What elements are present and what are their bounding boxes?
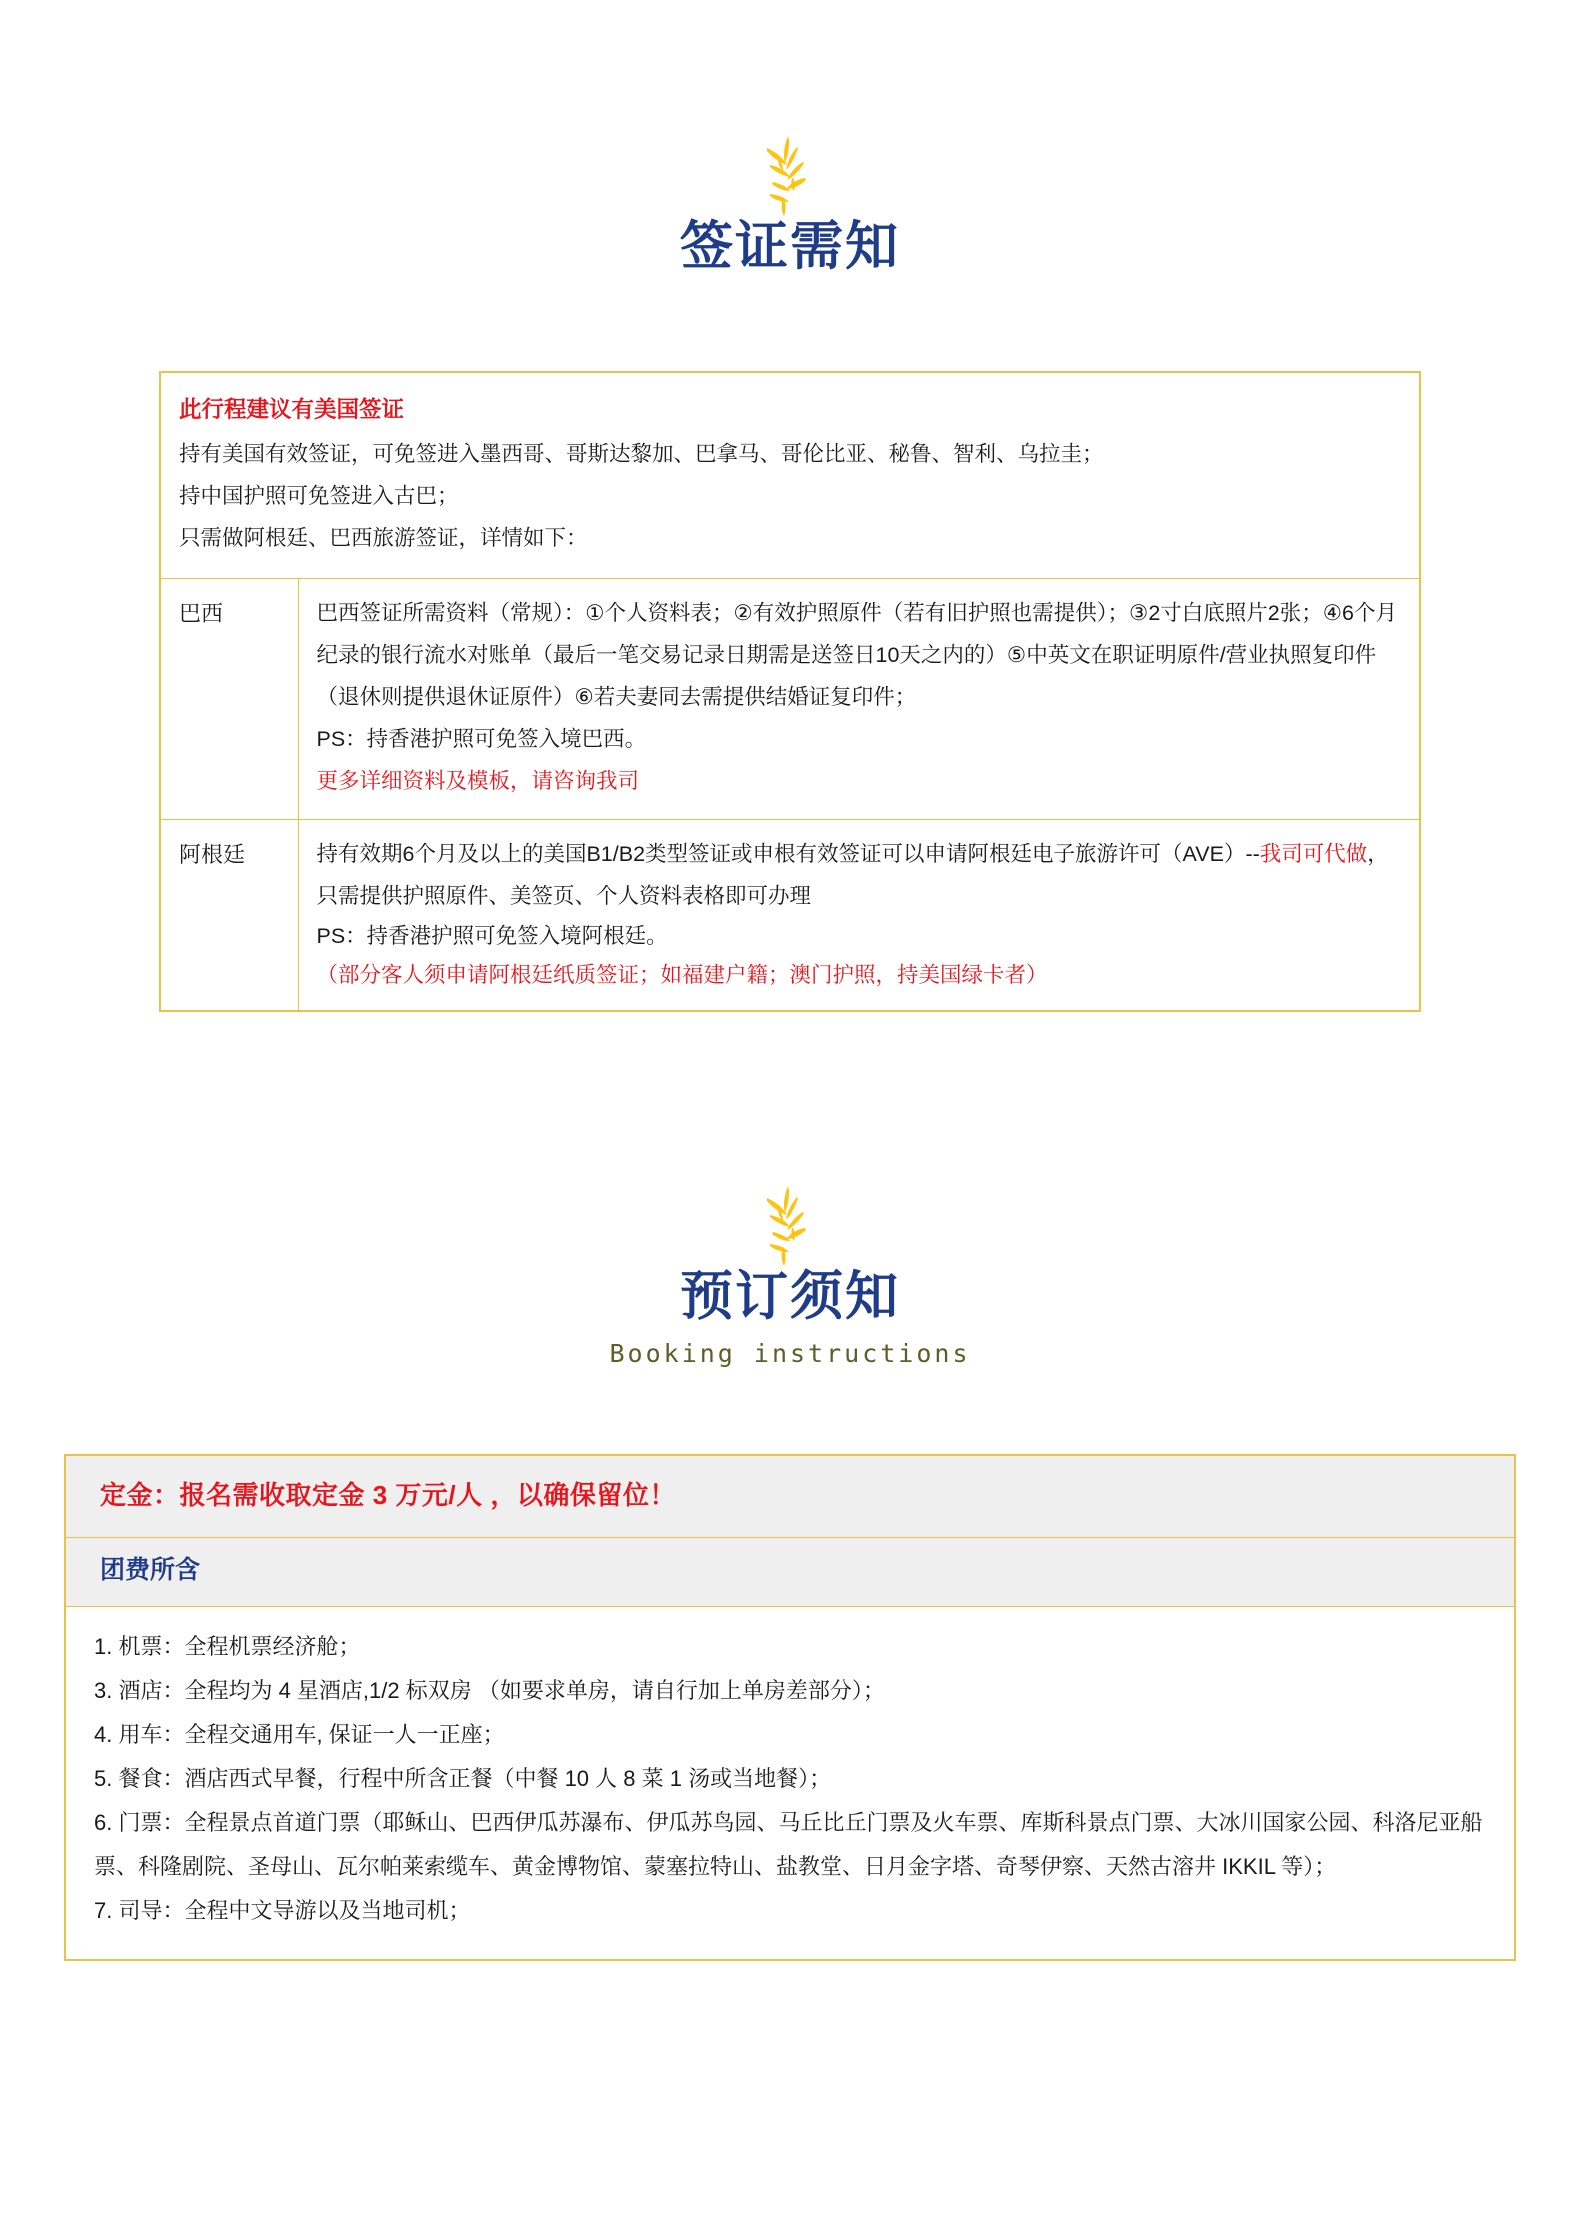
- deposit-row: [65, 1455, 1515, 1538]
- visa-intro-heading: 此行程建议有美国签证: [179, 397, 405, 423]
- list-item: 5. 餐食：酒店西式早餐，行程中所含正餐（中餐 10 人 8 菜 1 汤或当地餐）；: [94, 1765, 832, 1791]
- list-item: 7. 司导：全程中文导游以及当地司机；: [94, 1897, 471, 1923]
- visa-requirements-table: [159, 371, 1421, 1012]
- country-label: 阿根廷: [179, 841, 246, 867]
- wheat-sprig-icon: [0, 1182, 1580, 1268]
- included-items-cell: [65, 1606, 1515, 1960]
- argentina-red-note: （部分客人须申请阿根廷纸质签证；如福建户籍；澳门护照，持美国绿卡者）: [316, 962, 1048, 987]
- country-label: 巴西: [179, 601, 224, 626]
- visa-header-gap: [0, 275, 1580, 371]
- list-item: 4. 用车：全程交通用车, 保证一人一正座；: [94, 1721, 505, 1747]
- booking-section-subtitle: Booking instructions: [609, 1339, 971, 1369]
- argentina-ave-highlight: 我司可代做: [1259, 841, 1368, 866]
- visa-intro-cell: [160, 372, 1420, 578]
- booking-header-gap: [0, 1368, 1580, 1454]
- visa-intro-row: [160, 372, 1420, 578]
- included-heading: 团费所含: [100, 1556, 201, 1585]
- brazil-red-note: 更多详细资料及模板，请咨询我司: [316, 768, 640, 793]
- between-sections-spacer: [0, 1012, 1580, 1182]
- visa-row-brazil: [160, 579, 1420, 820]
- included-items-row: [65, 1606, 1515, 1960]
- list-item: 1. 机票：全程机票经济舱；: [94, 1633, 361, 1659]
- visa-detail-brazil: [298, 579, 1420, 820]
- visa-row-argentina: [160, 819, 1420, 1011]
- bottom-spacer: [0, 1961, 1580, 2111]
- list-item: 6. 门票：全程景点首道门票（耶稣山、巴西伊瓜苏瀑布、伊瓜苏鸟园、马丘比丘门票及火车票、库斯科景点门票、大冰川国家公园、科洛尼亚船票、科隆剧院、圣母山、瓦尔帕莱索缆车、黄金博物馆、蒙塞拉特山、盐教堂、日月金字塔、奇琴伊察、天然古溶井 IKKIL 等）；: [94, 1809, 1483, 1879]
- visa-country-argentina: [160, 819, 298, 1011]
- visa-intro-line-1: 持有美国有效签证，可免签进入墨西哥、哥斯达黎加、巴拿马、哥伦比亚、秘鲁、智利、乌拉圭；: [179, 442, 1104, 467]
- argentina-ave-before: 持有效期6个月及以上的美国B1/B2类型签证或申根有效签证可以申请阿根廷电子旅游许可（AVE）--: [316, 841, 1260, 866]
- booking-info-table: [64, 1454, 1516, 1961]
- argentina-ave-after: ，只需提供护照原件、美签页、个人资料表格即可办理: [316, 841, 1389, 908]
- booking-section-title: 预订须知: [680, 1266, 900, 1326]
- top-spacer: [0, 0, 1580, 132]
- visa-intro-line-3: 只需做阿根廷、巴西旅游签证，详情如下：: [179, 526, 588, 551]
- deposit-cell: [65, 1455, 1515, 1538]
- deposit-text: 定金：报名需收取定金 3 万元/人 ，以确保留位！: [100, 1480, 676, 1511]
- visa-section-header: [0, 132, 1580, 275]
- visa-country-brazil: [160, 579, 298, 820]
- visa-intro-line-2: 持中国护照可免签进入古巴；: [179, 484, 459, 509]
- list-item: 3. 酒店：全程均为 4 星酒店,1/2 标双房 （如要求单房，请自行加上单房差部分）；: [94, 1677, 885, 1703]
- visa-section-title: 签证需知: [680, 217, 900, 276]
- visa-detail-argentina: [298, 819, 1420, 1011]
- brazil-requirements-text: 巴西签证所需资料（常规）：①个人资料表；②有效护照原件（若有旧护照也需提供）；③2寸白底照片2张；④6个月纪录的银行流水对账单（最后一笔交易记录日期需是送签日10天之内的）⑤中英文在职证明原件/营业执照复印件（退休则提供退休证原件）⑥若夫妻同去需提供结婚证复印件；: [316, 601, 1397, 709]
- included-heading-cell: [65, 1538, 1515, 1607]
- argentina-ps-text: PS：持香港护照可免签入境阿根廷。: [316, 924, 668, 949]
- included-heading-row: [65, 1538, 1515, 1607]
- brazil-ps-text: PS：持香港护照可免签入境巴西。: [316, 726, 647, 751]
- argentina-ave-text: [317, 834, 1402, 918]
- wheat-sprig-icon: [0, 132, 1580, 218]
- booking-section-header: [0, 1182, 1580, 1368]
